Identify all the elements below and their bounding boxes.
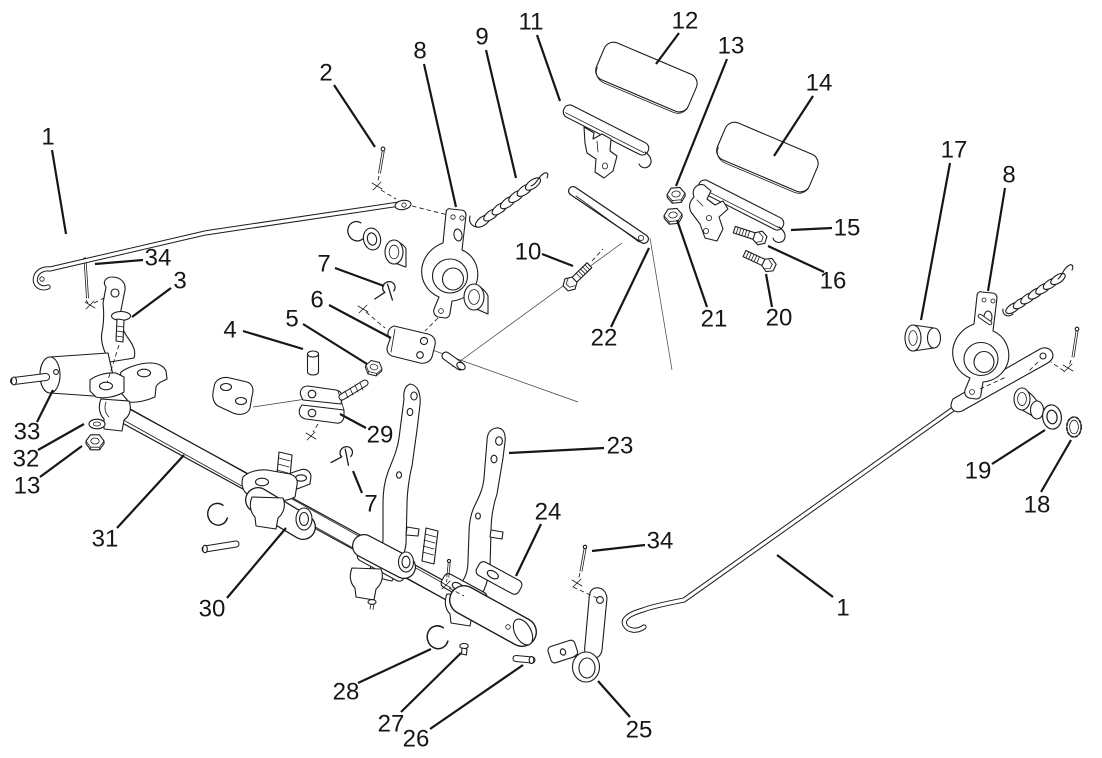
pedal-plate-11 <box>561 103 651 178</box>
callout-7-label-28: 7 <box>364 490 378 518</box>
callout-8-leader-9 <box>988 188 1005 291</box>
callout-28-label-36: 28 <box>332 678 360 706</box>
callout-33-leader-22 <box>37 390 53 422</box>
callout-11-label-4: 11 <box>518 8 544 36</box>
callout-32-leader-23 <box>38 424 84 450</box>
callout-31-leader-25 <box>117 455 184 528</box>
callout-25-leader-35 <box>598 681 630 717</box>
callout-12-leader-5 <box>656 33 679 64</box>
bushing-left-a <box>385 240 406 267</box>
callout-9-label-3: 9 <box>475 23 489 51</box>
pedal-pad-12 <box>592 39 700 117</box>
callout-29-label-27: 29 <box>366 421 394 449</box>
washer-19 <box>1041 404 1063 431</box>
jam-nut-5 <box>364 359 383 376</box>
washer-left-lever <box>361 226 382 251</box>
callout-22-label-21: 22 <box>590 324 618 352</box>
callout-3-leader-12 <box>132 288 171 317</box>
callout-29-leader-27 <box>340 414 366 428</box>
callout-10-leader-10 <box>542 254 573 266</box>
hairpin-cotter-7-lower <box>331 443 355 469</box>
callout-7-label-13: 7 <box>317 250 331 278</box>
lock-ring-18 <box>1067 417 1081 437</box>
callout-3-label-12: 3 <box>173 267 187 295</box>
callout-7-leader-13 <box>335 268 384 286</box>
hex-bolt-16 <box>732 223 768 247</box>
callout-11-leader-4 <box>537 35 560 101</box>
pin-4 <box>308 351 319 375</box>
callout-25-label-35: 25 <box>625 716 653 744</box>
lever-arm-25 <box>547 588 607 682</box>
retaining-ring-28 <box>425 624 450 651</box>
callout-31-label-25: 31 <box>91 525 119 553</box>
callout-19-leader-32 <box>992 430 1045 464</box>
anchor-plate <box>213 377 253 414</box>
extension-spring-9 <box>470 173 548 230</box>
callout-30-leader-26 <box>227 528 286 598</box>
callout-7-leader-28 <box>353 471 362 493</box>
control-rod-1-right <box>624 390 980 630</box>
extension-spring-right <box>1003 265 1073 316</box>
pedal-arm-pivot-left <box>350 545 413 609</box>
bushing-17 <box>905 325 941 351</box>
callout-6-label-14: 6 <box>310 286 324 314</box>
callout-16-label-18: 16 <box>819 267 847 295</box>
flange-nut-13-lower <box>663 208 682 225</box>
callout-16-leader-18 <box>768 246 824 272</box>
callout-34-label-31: 34 <box>646 527 674 555</box>
clevis-29 <box>299 383 365 423</box>
callout-4-leader-16 <box>243 331 303 349</box>
callout-34-label-11: 34 <box>144 244 172 272</box>
callout-9-leader-3 <box>486 50 516 178</box>
callout-17-label-8: 17 <box>940 136 968 164</box>
callout-26-leader-38 <box>430 665 523 729</box>
callout-18-label-33: 18 <box>1023 491 1051 519</box>
callout-8-label-2: 8 <box>413 37 427 65</box>
callout-23-label-29: 23 <box>606 432 634 460</box>
callout-27-leader-37 <box>401 653 461 712</box>
callout-layer <box>13 8 1071 753</box>
callout-23-leader-29 <box>509 448 604 453</box>
callout-4-label-16: 4 <box>223 316 237 344</box>
washer-32 <box>89 419 105 429</box>
cotter-pin-right <box>1072 327 1079 357</box>
callout-15-leader-17 <box>791 228 832 230</box>
callout-1-label-0: 1 <box>41 123 55 151</box>
pedal-pad-14 <box>713 119 821 197</box>
callout-10-label-10: 10 <box>514 238 542 266</box>
cotter-pin-34-bottom <box>580 545 587 571</box>
callout-15-label-17: 15 <box>833 214 861 242</box>
callout-2-label-1: 2 <box>319 59 333 87</box>
callout-26-label-38: 26 <box>402 725 430 753</box>
callout-1-label-34: 1 <box>836 594 850 622</box>
clevis-6 <box>387 326 435 363</box>
callout-22-leader-21 <box>611 248 649 327</box>
callout-2-leader-1 <box>334 85 375 147</box>
callout-32-label-23: 32 <box>12 445 40 473</box>
hex-bolt-20 <box>741 247 777 274</box>
callout-27-label-37: 27 <box>377 710 405 738</box>
callout-34-leader-11 <box>95 260 143 264</box>
callout-20-leader-19 <box>766 274 772 307</box>
roll-pin-26 <box>516 656 534 663</box>
link-bar-22 <box>573 191 644 242</box>
callout-24-label-30: 24 <box>534 498 562 526</box>
bushing-19 <box>1014 388 1044 419</box>
callout-14-label-7: 14 <box>805 69 833 97</box>
callout-21-label-20: 21 <box>700 305 728 333</box>
callout-5-label-15: 5 <box>285 305 299 333</box>
callout-20-label-19: 20 <box>765 304 793 332</box>
callout-8-label-9: 8 <box>1002 161 1016 189</box>
hairpin-cotter-7-upper <box>375 279 398 305</box>
callout-12-label-5: 12 <box>671 7 699 35</box>
callout-1-leader-34 <box>777 555 833 597</box>
callout-21-leader-20 <box>677 220 707 307</box>
callout-19-label-32: 19 <box>964 457 992 485</box>
callout-13-label-6: 13 <box>717 32 745 60</box>
callout-24-leader-30 <box>516 524 541 576</box>
center-pivot-30 <box>242 452 312 530</box>
bushing-left-b <box>464 284 488 314</box>
callout-13-label-24: 13 <box>13 472 41 500</box>
retaining-ring-center <box>205 502 228 528</box>
callout-17-leader-8 <box>921 163 950 320</box>
callout-8-leader-2 <box>424 64 456 207</box>
lock-nut-13-left <box>86 435 104 450</box>
cotter-pin-34-left <box>83 258 88 298</box>
hex-bolt-10 <box>561 260 595 293</box>
callout-18-leader-33 <box>1041 440 1071 492</box>
callout-30-label-26: 30 <box>198 595 226 623</box>
callout-6-leader-14 <box>329 305 391 338</box>
callout-28-leader-36 <box>358 649 431 683</box>
callout-1-leader-0 <box>52 150 66 234</box>
callout-33-label-22: 33 <box>13 418 41 446</box>
callout-13-leader-24 <box>40 446 82 477</box>
cotter-pin-2 <box>379 147 385 173</box>
flange-nut-13-upper <box>666 187 685 204</box>
center-pin <box>203 544 236 553</box>
callout-34-leader-31 <box>592 545 645 551</box>
